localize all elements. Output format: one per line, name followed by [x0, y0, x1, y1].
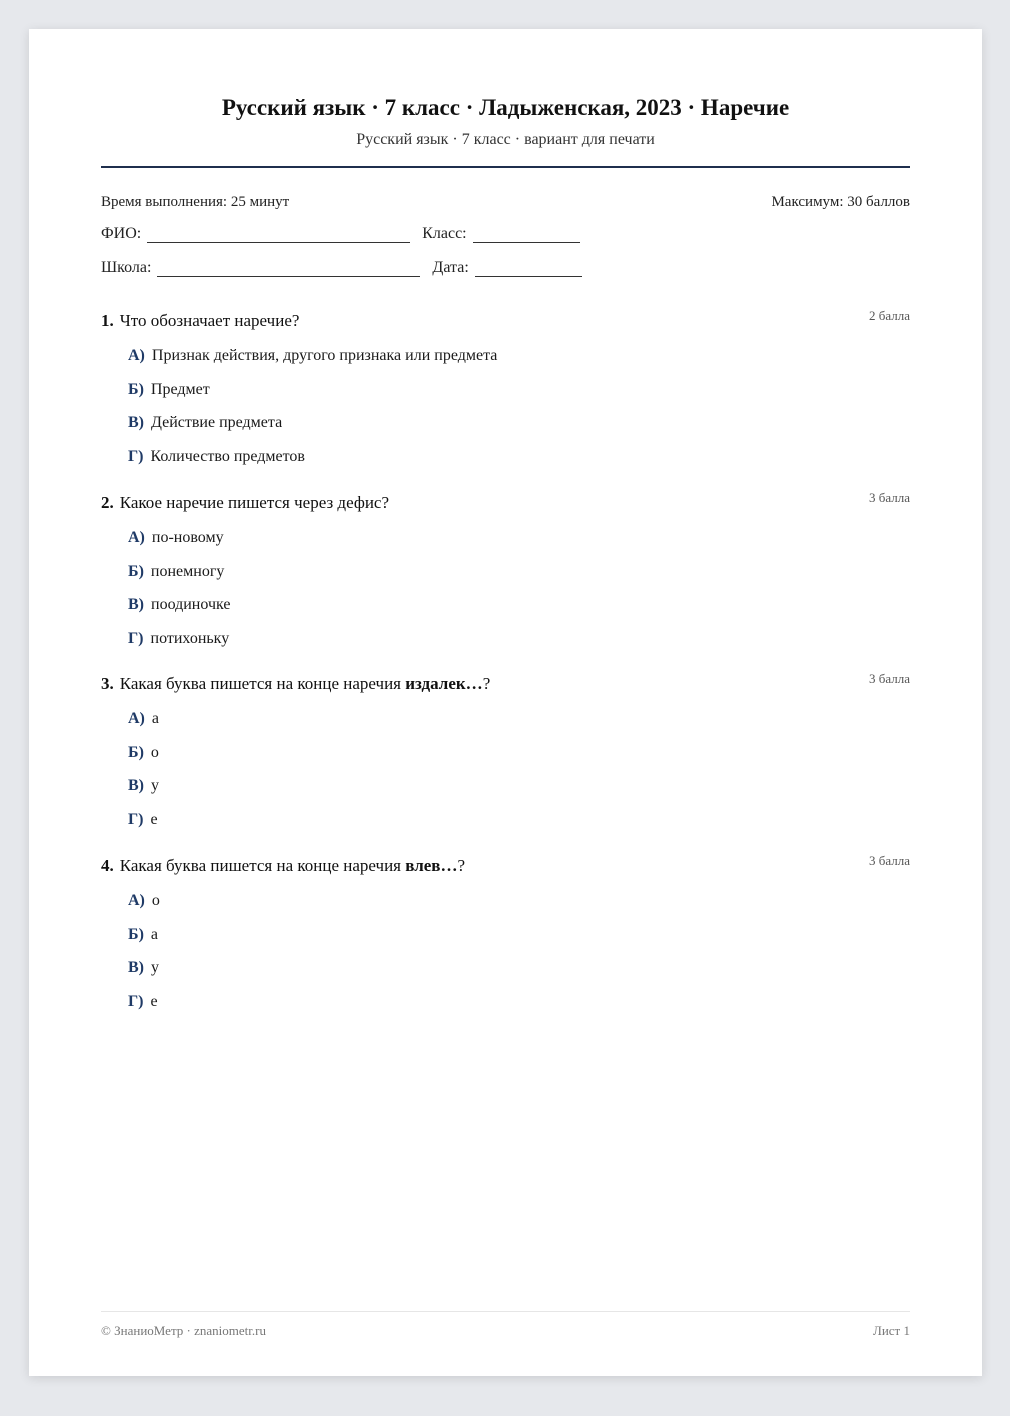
footer — [101, 1323, 910, 1339]
question-text: Какая буква пишется на конце наречия — [119, 674, 406, 693]
question-3 — [101, 671, 910, 844]
answer-option[interactable] — [128, 744, 910, 778]
question-points: 3 балла — [869, 853, 910, 868]
answer-options — [101, 347, 910, 481]
answer-option[interactable] — [128, 892, 910, 926]
option-text: а — [151, 710, 159, 727]
option-letter: Г) — [128, 810, 144, 828]
header-divider — [101, 166, 910, 168]
page-number: Лист 1 — [873, 1323, 910, 1338]
option-letter: А) — [128, 529, 145, 546]
option-text: Признак действия, другого признака или предмета — [151, 347, 498, 364]
option-text: поодиночке — [151, 596, 231, 614]
answer-options — [101, 892, 910, 1026]
option-letter: Г) — [128, 447, 144, 465]
page-subtitle: Русский язык · 7 класс · вариант для печати — [356, 131, 655, 148]
question-4 — [101, 853, 910, 1026]
footer-divider — [101, 1311, 910, 1312]
option-letter: В) — [128, 777, 144, 795]
option-letter: А) — [128, 710, 145, 727]
question-text-end: ? — [457, 856, 466, 875]
option-text: о — [151, 892, 160, 909]
option-text: о — [150, 743, 159, 761]
option-letter: Г) — [128, 992, 144, 1010]
option-text: Количество предметов — [150, 447, 305, 465]
answer-option[interactable] — [128, 529, 910, 563]
option-text: потихоньку — [150, 629, 230, 647]
question-header — [101, 490, 910, 515]
question-text-end: ? — [482, 674, 491, 693]
question-text: Какая буква пишется на конце наречия — [119, 856, 406, 875]
option-letter: Г) — [128, 629, 144, 647]
time-limit: Время выполнения: 25 минут — [101, 194, 290, 210]
option-text: у — [151, 959, 159, 977]
question-number: 1. — [101, 311, 114, 330]
school-label: Школа: — [101, 259, 152, 276]
answer-option[interactable] — [128, 710, 910, 744]
option-text: е — [150, 810, 158, 828]
date-line[interactable] — [475, 262, 582, 277]
answer-options — [101, 710, 910, 844]
meta-row — [101, 194, 910, 211]
answer-option[interactable] — [128, 596, 910, 630]
option-letter: А) — [128, 347, 145, 364]
answer-option[interactable] — [128, 926, 910, 960]
question-number: 4. — [101, 856, 114, 875]
worksheet-page — [29, 29, 982, 1376]
page-title: Русский язык · 7 класс · Ладыженская, 2023 · Наречие — [221, 95, 790, 120]
question-text: Какое наречие пишется через дефис? — [119, 493, 390, 512]
question-text: Что обозначает наречие? — [119, 311, 300, 330]
question-points: 3 балла — [869, 671, 910, 686]
school-date-row — [101, 259, 594, 277]
option-text: е — [150, 992, 158, 1010]
answer-option[interactable] — [128, 959, 910, 993]
option-letter: Б) — [128, 380, 144, 398]
question-header — [101, 308, 910, 333]
option-text: по-новому — [151, 529, 224, 546]
option-text: понемногу — [150, 562, 225, 580]
question-number: 3. — [101, 674, 114, 693]
school-line[interactable] — [157, 262, 420, 277]
fio-class-row — [101, 225, 592, 243]
option-letter: В) — [128, 596, 144, 614]
page-content — [101, 29, 910, 1376]
answer-option[interactable] — [128, 563, 910, 597]
option-letter: Б) — [128, 743, 144, 761]
answer-option[interactable] — [128, 448, 910, 482]
question-points: 3 балла — [869, 490, 910, 505]
answer-option[interactable] — [128, 993, 910, 1027]
max-score: Максимум: 30 баллов — [771, 194, 910, 210]
answer-option[interactable] — [128, 347, 910, 381]
answer-option[interactable] — [128, 777, 910, 811]
question-points: 2 балла — [869, 308, 910, 323]
option-letter: В) — [128, 959, 144, 977]
fio-line[interactable] — [147, 228, 410, 243]
date-label: Дата: — [432, 259, 469, 276]
question-header — [101, 671, 910, 696]
fio-label: ФИО: — [101, 225, 142, 242]
answer-option[interactable] — [128, 414, 910, 448]
answer-option[interactable] — [128, 381, 910, 415]
footer-copyright: © ЗнаниоМетр · znaniometr.ru — [101, 1323, 266, 1338]
option-text: у — [151, 777, 159, 795]
option-text: Предмет — [150, 380, 210, 398]
answer-options — [101, 529, 910, 663]
answer-option[interactable] — [128, 630, 910, 664]
class-line[interactable] — [473, 228, 580, 243]
question-header — [101, 853, 910, 878]
question-number: 2. — [101, 493, 114, 512]
option-letter: Б) — [128, 562, 144, 580]
option-text: а — [150, 925, 159, 943]
class-label: Класс: — [422, 225, 467, 242]
option-text: Действие предмета — [151, 414, 283, 432]
question-2 — [101, 490, 910, 663]
option-letter: В) — [128, 414, 144, 432]
question-1 — [101, 308, 910, 481]
answer-option[interactable] — [128, 811, 910, 845]
option-letter: А) — [128, 892, 145, 909]
question-keyword: издалек… — [405, 674, 483, 693]
question-keyword: влев… — [405, 856, 458, 875]
option-letter: Б) — [128, 925, 144, 943]
